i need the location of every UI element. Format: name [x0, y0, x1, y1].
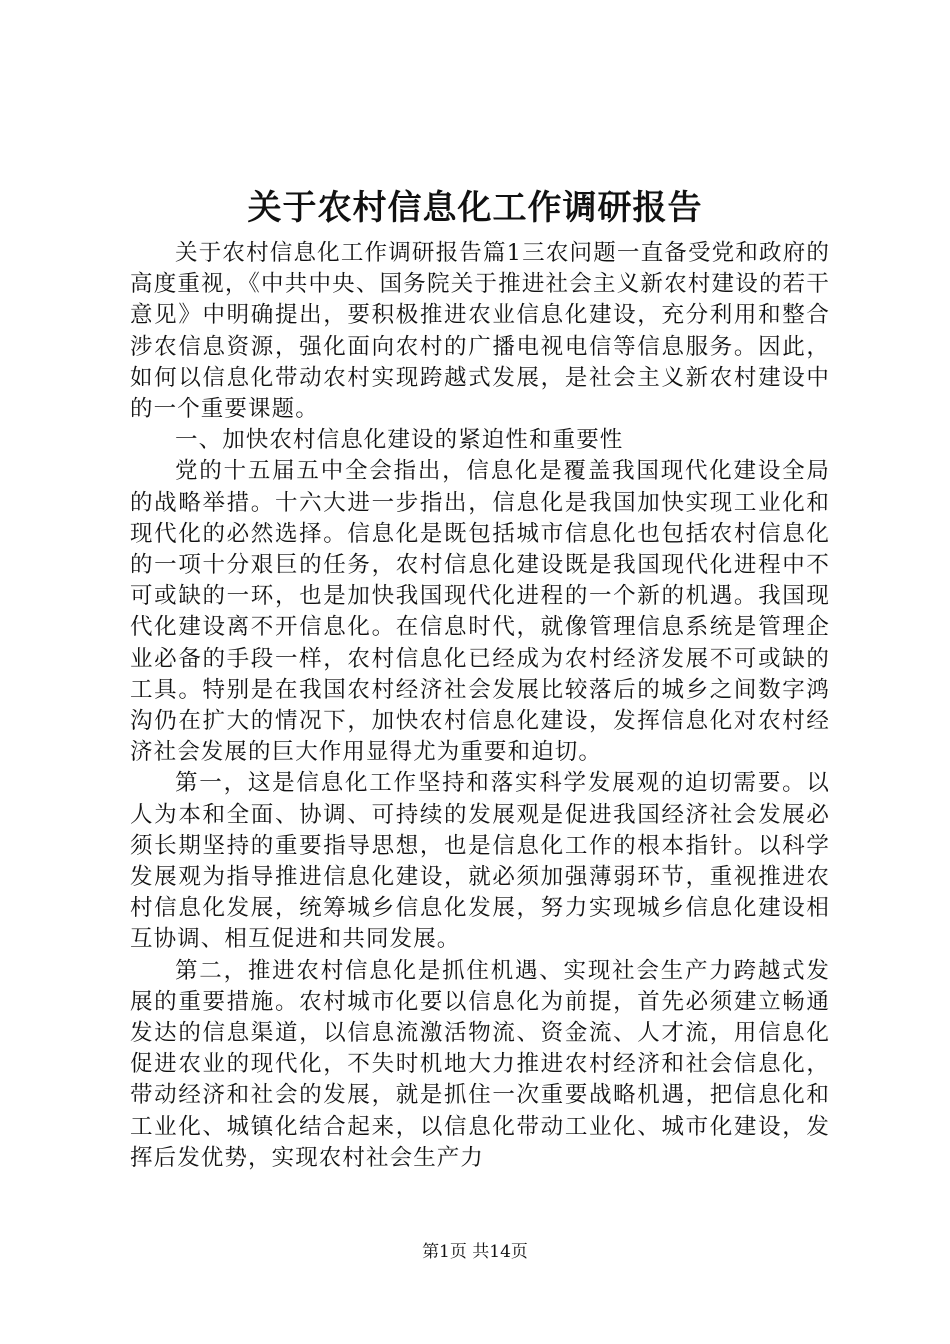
document-body: [130, 238, 830, 1174]
page-number-footer: 第1页 共14页: [422, 1242, 528, 1262]
body-paragraph: 党的十五届五中全会指出，信息化是覆盖我国现代化建设全局的战略举措。十六大进一步指出，信息化是我国加快实现工业化和现代化的必然选择。信息化是既包括城市信息化也包括农村信息化的一项十分艰巨的任务，农村信息化建设既是我国现代化进程中不可或缺的一环，也是加快我国现代化进程的一个新的机遇。我国现代化建设离不开信息化。在信息时代，就像管理信息系统是管理企业必备的手段一样，农村信息化已经成为农村经济发展不可或缺的工具。特别是在我国农村经济社会发展比较落后的城乡之间数字鸿沟仍在扩大的情况下，加快农村信息化建设，发挥信息化对农村经济社会发展的巨大作用显得尤为重要和迫切。: [130, 458, 830, 766]
intro-paragraph: 关于农村信息化工作调研报告篇1三农问题一直备受党和政府的高度重视，《中共中央、国务院关于推进社会主义新农村建设的若干意见》中明确提出，要积极推进农业信息化建设，充分利用和整合涉农信息资源，强化面向农村的广播电视电信等信息服务。因此，如何以信息化带动农村实现跨越式发展，是社会主义新农村建设中的一个重要课题。: [130, 240, 830, 423]
section-heading: 一、加快农村信息化建设的紧迫性和重要性: [175, 427, 624, 454]
body-paragraph: 第一，这是信息化工作坚持和落实科学发展观的迫切需要。以人为本和全面、协调、可持续的发展观是促进我国经济社会发展必须长期坚持的重要指导思想，也是信息化工作的根本指针。以科学发展观为指导推进信息化建设，就必须加强薄弱环节，重视推进农村信息化发展，统筹城乡信息化发展，努力实现城乡信息化建设相互协调、相互促进和共同发展。: [130, 770, 830, 953]
body-paragraph: 第二，推进农村信息化是抓住机遇、实现社会生产力跨越式发展的重要措施。农村城市化要以信息化为前提，首先必须建立畅通发达的信息渠道，以信息流激活物流、资金流、人才流，用信息化促进农业的现代化，不失时机地大力推进农村经济和社会信息化，带动经济和社会的发展，就是抓住一次重要战略机遇，把信息化和工业化、城镇化结合起来，以信息化带动工业化、城市化建设，发挥后发优势，实现农村社会生产力: [130, 957, 830, 1171]
document-title: 关于农村信息化工作调研报告: [247, 188, 703, 228]
